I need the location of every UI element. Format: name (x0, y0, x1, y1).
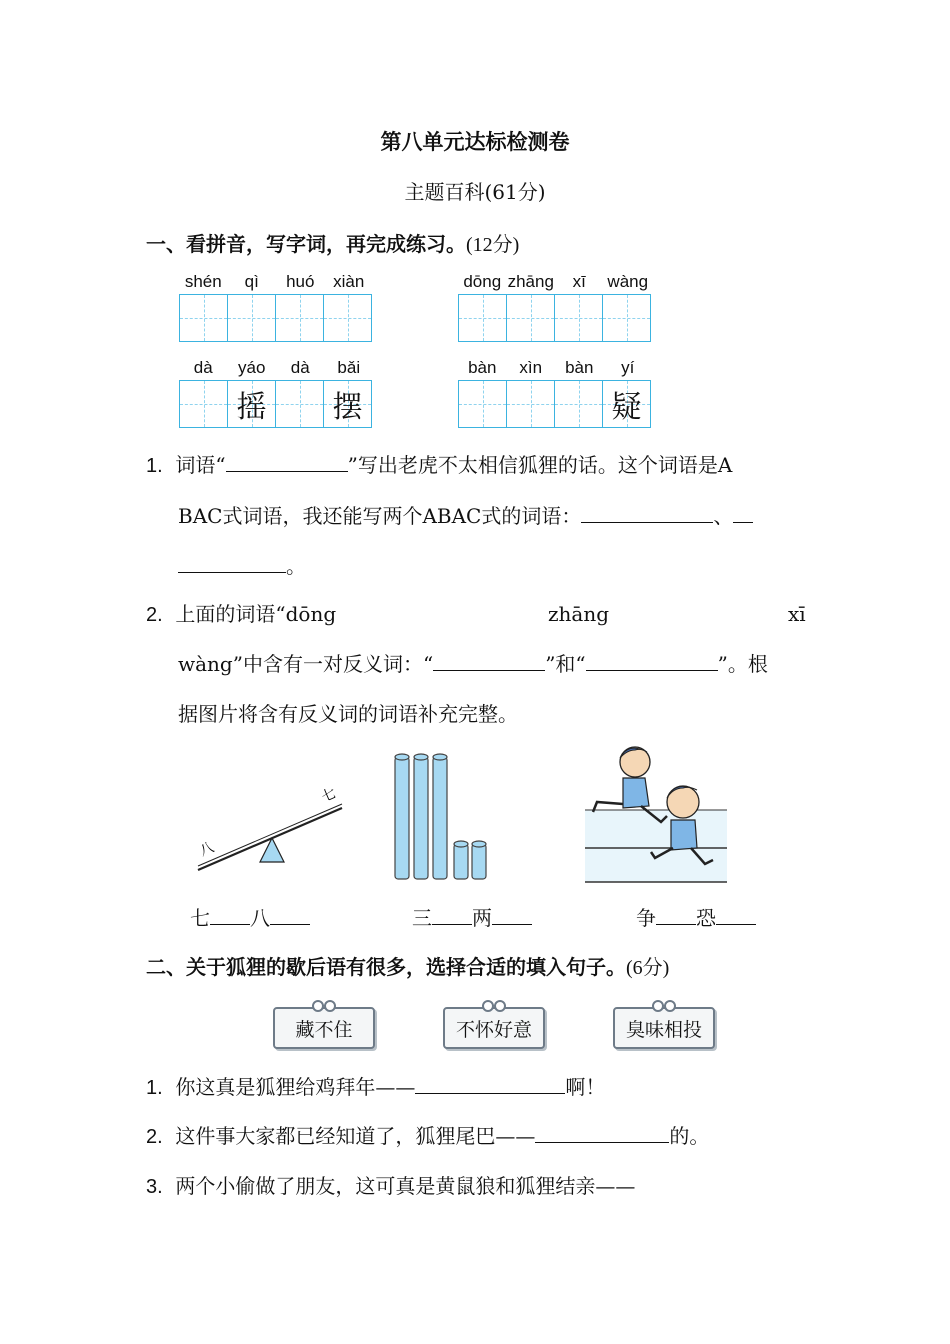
s2-q2-end: 的。 (669, 1124, 710, 1148)
seesaw-label-right: 七 (319, 785, 339, 806)
question-1-line2 (178, 504, 753, 528)
caption-char: 八 (250, 906, 270, 930)
caption-char: 七 (190, 906, 210, 930)
answer-blank[interactable] (210, 906, 250, 925)
section1-heading (146, 228, 519, 257)
caption-1 (190, 902, 310, 931)
pinyin: dōng (463, 272, 502, 291)
grid-cell[interactable] (459, 295, 507, 341)
section2-heading (146, 951, 669, 980)
seesaw-illustration (190, 780, 360, 880)
q2-text-f: ”。根 (717, 652, 768, 676)
caption-char: 两 (472, 906, 492, 930)
answer-blank[interactable] (535, 1124, 669, 1143)
caption-3 (636, 902, 756, 931)
grid-cell[interactable] (459, 381, 507, 427)
pinyin: bǎi (337, 358, 361, 377)
section1-points: (12分) (466, 234, 520, 256)
answer-blank[interactable] (270, 906, 310, 925)
pinyin: huó (286, 272, 315, 291)
writing-grid-2[interactable] (458, 294, 651, 342)
pinyin: xī (572, 272, 586, 291)
q2-text-c: xī (788, 602, 806, 626)
pinyin-row-4 (458, 358, 652, 378)
section2-points: (6分) (626, 957, 670, 979)
pinyin-row-2 (458, 272, 652, 292)
q2-text-d: wàng”中含有一对反义词：“ (178, 652, 434, 676)
question-number: 1. (146, 1077, 163, 1099)
question-2 (146, 602, 336, 627)
q2-text-e: ”和“ (545, 652, 586, 676)
grid-cell[interactable]: 摆 (324, 381, 371, 427)
pillar-top (472, 841, 486, 847)
pinyin: bàn (468, 358, 497, 377)
answer-blank[interactable] (581, 504, 713, 523)
answer-blank[interactable] (492, 906, 532, 925)
pinyin: zhāng (507, 272, 554, 291)
answer-blank[interactable] (415, 1075, 565, 1094)
q1-text-b: ”写出老虎不太相信狐狸的话。这个词语是A (347, 453, 733, 477)
option-card[interactable] (443, 1007, 545, 1049)
pinyin: xiàn (333, 272, 365, 291)
grid-cell[interactable] (507, 381, 555, 427)
clip-icon (481, 999, 507, 1013)
clip-icon (311, 999, 337, 1013)
writing-grid-1[interactable] (179, 294, 372, 342)
grid-cell[interactable] (555, 295, 603, 341)
grid-cell[interactable] (555, 381, 603, 427)
pinyin: shén (184, 272, 222, 291)
caption-char: 三 (412, 906, 432, 930)
option-card-label: 藏不住 (295, 1018, 353, 1041)
answer-blank[interactable] (733, 504, 753, 523)
q2-text-b: zhāng (548, 602, 610, 626)
option-card[interactable] (273, 1007, 375, 1049)
s2-question-3 (146, 1174, 635, 1199)
pillar-top (395, 754, 409, 760)
short-pillar (454, 844, 468, 879)
grid-cell[interactable]: 摇 (228, 381, 276, 427)
answer-blank[interactable] (586, 652, 718, 671)
question-1 (146, 453, 732, 478)
question-number: 3. (146, 1176, 163, 1198)
pinyin: bàn (565, 358, 594, 377)
pinyin: yáo (238, 358, 266, 377)
pinyin: dà (290, 358, 310, 377)
answer-blank[interactable] (178, 554, 286, 573)
grid-cell[interactable] (507, 295, 555, 341)
answer-blank[interactable] (226, 453, 348, 472)
s2-q3-text: 两个小偷做了朋友，这可真是黄鼠狼和狐狸结亲—— (175, 1174, 636, 1198)
section1-heading-text: 一、看拼音，写字词，再完成练习。 (146, 232, 466, 256)
q2-text-g: 据图片将含有反义词的词语补充完整。 (178, 702, 518, 726)
s2-question-2 (146, 1124, 709, 1149)
short-pillar (472, 844, 486, 879)
writing-grid-3[interactable] (179, 380, 372, 428)
s2-q1-text: 你这真是狐狸给鸡拜年—— (175, 1075, 416, 1099)
question-1-line3 (178, 554, 306, 578)
section2-heading-text: 二、关于狐狸的歇后语有很多，选择合适的填入句子。 (146, 955, 626, 979)
question-number: 1. (146, 455, 163, 477)
grid-cell[interactable]: 疑 (603, 381, 650, 427)
clip-icon (651, 999, 677, 1013)
caption-char: 争 (636, 906, 656, 930)
answer-blank[interactable] (716, 906, 756, 925)
grid-cell[interactable] (603, 295, 650, 341)
pinyin: wàng (607, 272, 649, 291)
q1-text-a: 词语“ (175, 453, 226, 477)
pinyin: yí (621, 358, 635, 377)
running-kids-illustration (583, 742, 729, 884)
s2-q1-end: 啊！ (565, 1075, 606, 1099)
s2-question-1 (146, 1075, 605, 1100)
grid-cell[interactable] (228, 295, 276, 341)
q1-text-c: BAC式词语，我还能写两个ABAC式的词语： (178, 504, 582, 528)
pillars-illustration (392, 752, 492, 882)
grid-cell[interactable] (276, 295, 324, 341)
pillar-top (433, 754, 447, 760)
q1-text-e: 。 (286, 554, 306, 578)
seesaw-label-left: 八 (197, 839, 217, 860)
pinyin-row-3 (179, 358, 373, 378)
answer-blank[interactable] (432, 906, 472, 925)
grid-cell[interactable] (324, 295, 371, 341)
caption-char: 恐 (696, 906, 716, 930)
kid-shirt (623, 778, 649, 808)
pinyin: dà (193, 358, 213, 377)
question-number: 2. (146, 1126, 163, 1148)
kid-shirt (671, 820, 697, 850)
grid-cell[interactable] (180, 295, 228, 341)
tall-pillar (395, 757, 409, 879)
question-2-line2 (178, 652, 768, 676)
answer-blank[interactable] (656, 906, 696, 925)
pillar-top (454, 841, 468, 847)
question-number: 2. (146, 604, 163, 626)
pinyin: qì (244, 272, 259, 291)
caption-2 (412, 902, 532, 931)
grid-cell[interactable] (276, 381, 324, 427)
pillar-top (414, 754, 428, 760)
page-title: 第八单元达标检测卷 (380, 130, 570, 154)
tall-pillar (414, 757, 428, 879)
option-card-label: 不怀好意 (455, 1018, 532, 1041)
tall-pillar (433, 757, 447, 879)
grid-cell[interactable] (180, 381, 228, 427)
answer-blank[interactable] (433, 652, 545, 671)
page-subtitle: 主题百科(61分) (404, 180, 546, 204)
pinyin: xìn (519, 358, 543, 377)
q2-text-a: 上面的词语“dōng (175, 602, 337, 626)
ground (585, 810, 727, 882)
s2-q2-text: 这件事大家都已经知道了，狐狸尾巴—— (175, 1124, 536, 1148)
option-card[interactable] (613, 1007, 715, 1049)
pinyin-row-1 (179, 272, 373, 292)
option-card-label: 臭味相投 (625, 1018, 702, 1041)
writing-grid-4[interactable] (458, 380, 651, 428)
q1-text-d: 、 (713, 504, 734, 528)
